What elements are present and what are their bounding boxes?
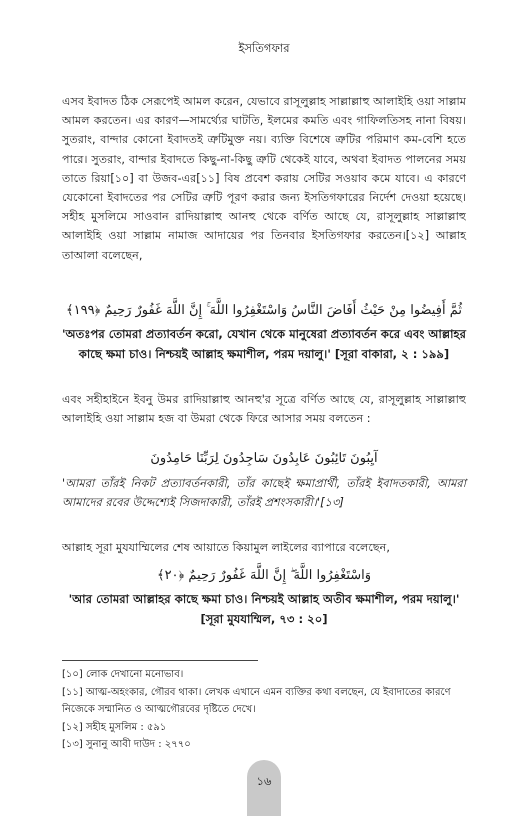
arabic-hadith-dua: آيِبُونَ تَائِبُونَ عَابِدُونَ سَاجِدُونَ لِرَبِّنَا حَامِدُونَ [150, 451, 378, 466]
hadith-translation: 'আমরা তাঁরই নিকট প্রত্যাবর্তনকারী, তাঁর কাছেই ক্ষমাপ্রার্থী, তাঁরই ইবাদতকারী, আমরা আমাদের রবের উদ্দেশ্যেই সিজদাকারী, তাঁরই প্রশংসকারী।'[১৩] [62, 476, 466, 509]
paragraph-hadith-intro: এবং সহীহাইনে ইবনু উমর রাদিয়াল্লাহু আনহু'র সূত্রে বর্ণিত আছে যে, রাসূলুল্লাহ সাল্লাল্লাহু আলাইহি ওয়া সাল্লাম হজ বা উমরা থেকে ফিরে আসার সময় বলতেন : [62, 393, 466, 426]
footnote-12: [১২] সহীহ মুসলিম : ৫৯১ [62, 721, 167, 733]
arabic-verse-baqara: ثُمَّ أَفِيضُوا مِنْ حَيْثُ أَفَاضَ النَّاسُ وَاسْتَغْفِرُوا اللَّهَ ۚ إِنَّ اللَّهَ غَفُورٌ رَحِيمٌ ﴿١٩٩﴾ [66, 303, 462, 318]
footnote-13: [১৩] সুনানু আবী দাউদ : ২৭৭০ [62, 739, 191, 750]
verse-translation-baqara: 'অতঃপর তোমরা প্রত্যাবর্তন করো, যেখান থেকে মানুষেরা প্রত্যাবর্তন করে এবং আল্লাহর কাছে ক্ষমা চাও। নিশ্চয়ই আল্লাহ ক্ষমাশীল, পরম দয়ালু।' [সূরা বাকারা, ২ : ১৯৯] [62, 327, 467, 361]
page-number: ১৬ [256, 774, 272, 788]
paragraph-muzzammil-intro: আল্লাহ সূরা মুযযাম্মিলের শেষ আয়াতে কিয়ামুল লাইলের ব্যাপারে বলেছেন, [62, 541, 390, 554]
footnote-divider [62, 660, 258, 661]
footnote-10: [১০] লোক দেখানো মনোভাব। [62, 669, 184, 680]
footnotes [62, 666, 466, 754]
running-header: ইসতিগফার [238, 41, 290, 55]
arabic-verse-muzzammil: وَاسْتَغْفِرُوا اللَّهَ ۖ إِنَّ اللَّهَ غَفُورٌ رَحِيمٌ ﴿٢٠﴾ [156, 568, 372, 583]
verse-translation-muzzammil: 'আর তোমরা আল্লাহর কাছে ক্ষমা চাও। নিশ্চয়ই আল্লাহ অতীব ক্ষমাশীল, পরম দয়ালু।' [সূরা মুযযাম্মিল, ৭৩ : ২০] [68, 592, 460, 626]
paragraph-intro: এসব ইবাদত ঠিক সেরূপেই আমল করেন, যেভাবে রাসূলুল্লাহ সাল্লাল্লাহু আলাইহি ওয়া সাল্লাম আমল করতেন। এর কারণ—সামর্থ্যের ঘাটতি, ইলমের কমতি এবং গাফিলতিসহ নানা বিষয়। সুতরাং, বান্দার কোনো ইবাদতই ত্রুটিমুক্ত নয়। ব্যক্তি বিশেষে ত্রুটির পরিমাণ কম-বেশি হতে পারে। সুতরাং, বান্দার ইবাদতে কিছু-না-কিছু ত্রুটি থেকেই যাবে, অথবা ইবাদত পালনের সময় তাতে রিয়া[১০] বা উজব-এর[১১] বিষ প্রবেশ করায় সেটির সওয়াব কমে যাবে। এ কারণে যেকোনো ইবাদতের পর সেটির ত্রুটি পূরণ করার জন্য ইসতিগফারের নির্দেশ দেওয়া হয়েছে। সহীহ মুসলিমে সাওবান রাদিয়াল্লাহু আনহু থেকে বর্ণিত আছে যে, রাসূলুল্লাহ সাল্লাল্লাহু আলাইহি ওয়া সাল্লাম নামাজ আদায়ের পর তিনবার ইসতিগফার করতেন।[১২] আল্লাহ তাআলা বলেছেন, [62, 95, 466, 262]
footnote-11: [১১] আত্ম-অহংকার, গৌরব থাকা। লেখক এখানে এমন ব্যক্তির কথা বলছেন, যে ইবাদাতের কারণে নিজেকে সম্মানিত ও আত্মগৌরবের দৃষ্টিতে দেখে। [62, 686, 451, 715]
